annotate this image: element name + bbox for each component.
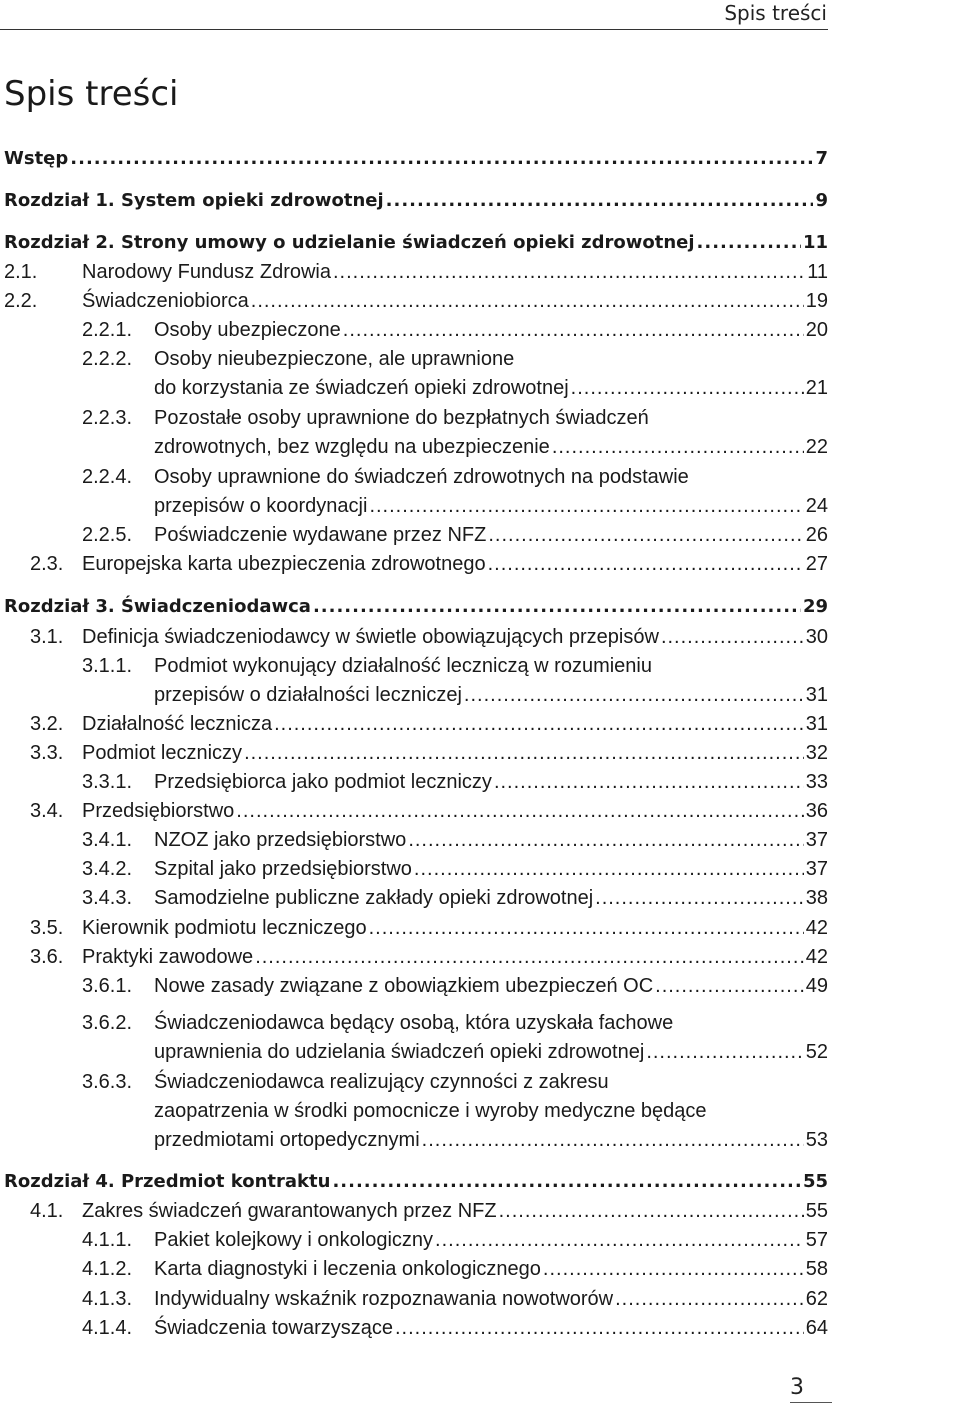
toc-entry-title: Rozdział 4. Przedmiot kontraktu	[4, 1171, 331, 1192]
toc-entry-page: 42	[805, 917, 828, 939]
dot-leader	[655, 973, 804, 999]
toc-entry-title: Samodzielne publiczne zakłady opieki zdrowotnej	[154, 887, 594, 909]
toc-entry-page: 24	[805, 495, 828, 517]
toc-entry-title: NZOZ jako przedsiębiorstwo	[154, 829, 407, 851]
toc-entry-title: Wstęp	[4, 148, 69, 169]
dot-leader	[494, 769, 804, 795]
toc-entry-title: Pozostałe osoby uprawnione do bezpłatnych świadczeń	[154, 407, 649, 429]
toc-entry-title: Rozdział 1. System opieki zdrowotnej	[4, 190, 384, 211]
toc-entry-page: 20	[805, 319, 828, 341]
dot-leader	[395, 1315, 804, 1341]
toc-entry-title: Karta diagnostyki i leczenia onkologicznego	[154, 1258, 541, 1280]
dot-leader	[552, 434, 804, 460]
dot-leader	[661, 624, 804, 650]
toc-entry-number: 2.2.	[4, 290, 38, 312]
dot-leader	[332, 1169, 800, 1195]
toc-entry-number: 3.1.	[30, 626, 64, 648]
dot-leader	[386, 188, 814, 214]
dot-leader	[543, 1256, 804, 1282]
toc-entry-title: Świadczeniodawca realizujący czynności z zakresu	[154, 1071, 609, 1093]
toc-entry-number: 3.6.	[30, 946, 64, 968]
toc-entry-number: 2.2.2.	[82, 348, 133, 370]
toc-entry-number: 3.6.1.	[82, 975, 133, 997]
toc-entry-number: 4.1.2.	[82, 1258, 133, 1280]
toc-entry-number: 3.3.	[30, 742, 64, 764]
toc-entry-page: 32	[805, 742, 828, 764]
toc-entry-title: Definicja świadczeniodawcy w świetle obowiązujących przepisów	[82, 626, 659, 648]
toc-entry-number: 3.5.	[30, 917, 64, 939]
dot-leader	[499, 1198, 804, 1224]
toc-entry-page: 19	[805, 290, 828, 312]
toc-entry-page: 52	[805, 1041, 828, 1063]
toc-entry-title: Pakiet kolejkowy i onkologiczny	[154, 1229, 434, 1251]
toc-entry-page: 57	[805, 1229, 828, 1251]
toc-entry-title: Zakres świadczeń gwarantowanych przez NFZ	[82, 1200, 497, 1222]
toc-entry-title: przepisów o działalności leczniczej	[154, 684, 462, 706]
dot-leader	[615, 1286, 804, 1312]
toc-entry-page: 38	[805, 887, 828, 909]
toc-entry-title: Rozdział 3. Świadczeniodawca	[4, 596, 311, 617]
toc-entry-page: 37	[805, 829, 828, 851]
toc-entry-number: 3.4.2.	[82, 858, 133, 880]
toc-entry-page: 26	[805, 524, 828, 546]
toc-entry-title: Osoby ubezpieczone	[154, 319, 341, 341]
dot-leader	[333, 259, 805, 285]
toc-entry-title: Osoby nieubezpieczone, ale uprawnione	[154, 348, 515, 370]
dot-leader	[488, 551, 804, 577]
toc-entry-page: 53	[805, 1129, 828, 1151]
dot-leader	[236, 798, 803, 824]
dot-leader	[571, 375, 804, 401]
dot-leader	[595, 885, 804, 911]
toc-entry-title: Przedsiębiorstwo	[82, 800, 235, 822]
toc-entry-title: Działalność lecznicza	[82, 713, 273, 735]
toc-entry-page: 11	[802, 232, 828, 253]
toc-entry-title: Kierownik podmiotu leczniczego	[82, 917, 367, 939]
dot-leader	[646, 1039, 803, 1065]
dot-leader	[435, 1227, 804, 1253]
dot-leader	[369, 493, 803, 519]
dot-leader	[70, 146, 813, 172]
toc-entry-title: Europejska karta ubezpieczenia zdrowotnego	[82, 553, 486, 575]
dot-leader	[313, 594, 801, 620]
toc-entry-page: 37	[805, 858, 828, 880]
toc-entry-number: 3.6.3.	[82, 1071, 133, 1093]
dot-leader	[343, 317, 804, 343]
dot-leader	[464, 682, 804, 708]
toc-entry-page: 29	[802, 596, 828, 617]
dot-leader	[697, 230, 801, 256]
toc-entry-page: 31	[805, 713, 828, 735]
toc-entry-page: 21	[805, 377, 828, 399]
toc-entry-page: 7	[815, 148, 828, 169]
toc-entry-title: Narodowy Fundusz Zdrowia	[82, 261, 331, 283]
dot-leader	[369, 915, 804, 941]
toc-entry-number: 4.1.3.	[82, 1288, 133, 1310]
dot-leader	[408, 827, 803, 853]
dot-leader	[274, 711, 804, 737]
toc-entry-number: 2.2.5.	[82, 524, 133, 546]
toc-entry-number: 3.4.3.	[82, 887, 133, 909]
toc-entry-page: 55	[805, 1200, 828, 1222]
toc-entry-page: 31	[805, 684, 828, 706]
toc-entry-page: 58	[805, 1258, 828, 1280]
toc-entry-title: Przedsiębiorca jako podmiot leczniczy	[154, 771, 492, 793]
toc-entry-number: 3.4.	[30, 800, 64, 822]
toc-entry-number: 4.1.1.	[82, 1229, 133, 1251]
toc-entry-page: 27	[805, 553, 828, 575]
page-title: Spis treści	[4, 74, 179, 114]
toc-entry-page: 36	[805, 800, 828, 822]
toc-entry-title: przepisów o koordynacji	[154, 495, 368, 517]
toc-entry-page: 11	[807, 261, 828, 283]
running-header: Spis treści	[724, 1, 827, 25]
toc-entry-number: 2.1.	[4, 261, 38, 283]
toc-entry-title: Szpital jako przedsiębiorstwo	[154, 858, 412, 880]
toc-entry-page: 30	[805, 626, 828, 648]
toc-entry-number: 3.2.	[30, 713, 64, 735]
toc-entry-title: Poświadczenie wydawane przez NFZ	[154, 524, 487, 546]
dot-leader	[255, 944, 804, 970]
footer-rule	[790, 1402, 832, 1403]
toc-entry-number: 3.4.1.	[82, 829, 133, 851]
dot-leader	[488, 522, 803, 548]
dot-leader	[414, 856, 804, 882]
toc-entry-title: Świadczeniodawca będący osobą, która uzyskała fachowe	[154, 1012, 674, 1034]
toc-entry-number: 3.3.1.	[82, 771, 133, 793]
toc-entry-page: 64	[805, 1317, 828, 1339]
toc-entry-number: 2.2.3.	[82, 407, 133, 429]
toc-entry-number: 2.2.1.	[82, 319, 133, 341]
toc-entry-page: 55	[802, 1171, 828, 1192]
toc-entry-number: 2.2.4.	[82, 466, 133, 488]
toc-entry-title: do korzystania ze świadczeń opieki zdrowotnej	[154, 377, 569, 399]
dot-leader	[422, 1127, 804, 1153]
dot-leader	[244, 740, 804, 766]
toc-entry-title: Osoby uprawnione do świadczeń zdrowotnych na podstawie	[154, 466, 689, 488]
dot-leader	[251, 288, 804, 314]
toc-entry-title: Podmiot leczniczy	[82, 742, 243, 764]
toc-entry-number: 2.3.	[30, 553, 64, 575]
toc-entry-title: Świadczeniobiorca	[82, 290, 249, 312]
toc-entry-page: 22	[805, 436, 828, 458]
toc-entry-page: 49	[805, 975, 828, 997]
toc-entry-title: zaopatrzenia w środki pomocnicze i wyroby medyczne będące	[154, 1100, 707, 1122]
toc-entry-number: 3.1.1.	[82, 655, 133, 677]
toc-entry-title: Nowe zasady związane z obowiązkiem ubezpieczeń OC	[154, 975, 654, 997]
page-number: 3	[790, 1375, 804, 1400]
toc-entry-title: Indywidualny wskaźnik rozpoznawania nowotworów	[154, 1288, 614, 1310]
toc-entry-number: 4.1.	[30, 1200, 64, 1222]
toc-entry-title: Praktyki zawodowe	[82, 946, 254, 968]
toc-entry-page: 9	[815, 190, 828, 211]
toc-entry-page: 33	[805, 771, 828, 793]
toc-entry-number: 4.1.4.	[82, 1317, 133, 1339]
toc-entry-page: 62	[805, 1288, 828, 1310]
toc-entry-title: Świadczenia towarzyszące	[154, 1317, 393, 1339]
toc-entry-title: uprawnienia do udzielania świadczeń opieki zdrowotnej	[154, 1041, 645, 1063]
toc-entry-title: Rozdział 2. Strony umowy o udzielanie świadczeń opieki zdrowotnej	[4, 232, 695, 253]
toc-entry-title: zdrowotnych, bez względu na ubezpieczenie	[154, 436, 550, 458]
toc-entry-number: 3.6.2.	[82, 1012, 133, 1034]
toc-entry-title: Podmiot wykonujący działalność leczniczą w rozumieniu	[154, 655, 652, 677]
toc-entry-page: 42	[805, 946, 828, 968]
toc-entry-title: przedmiotami ortopedycznymi	[154, 1129, 420, 1151]
